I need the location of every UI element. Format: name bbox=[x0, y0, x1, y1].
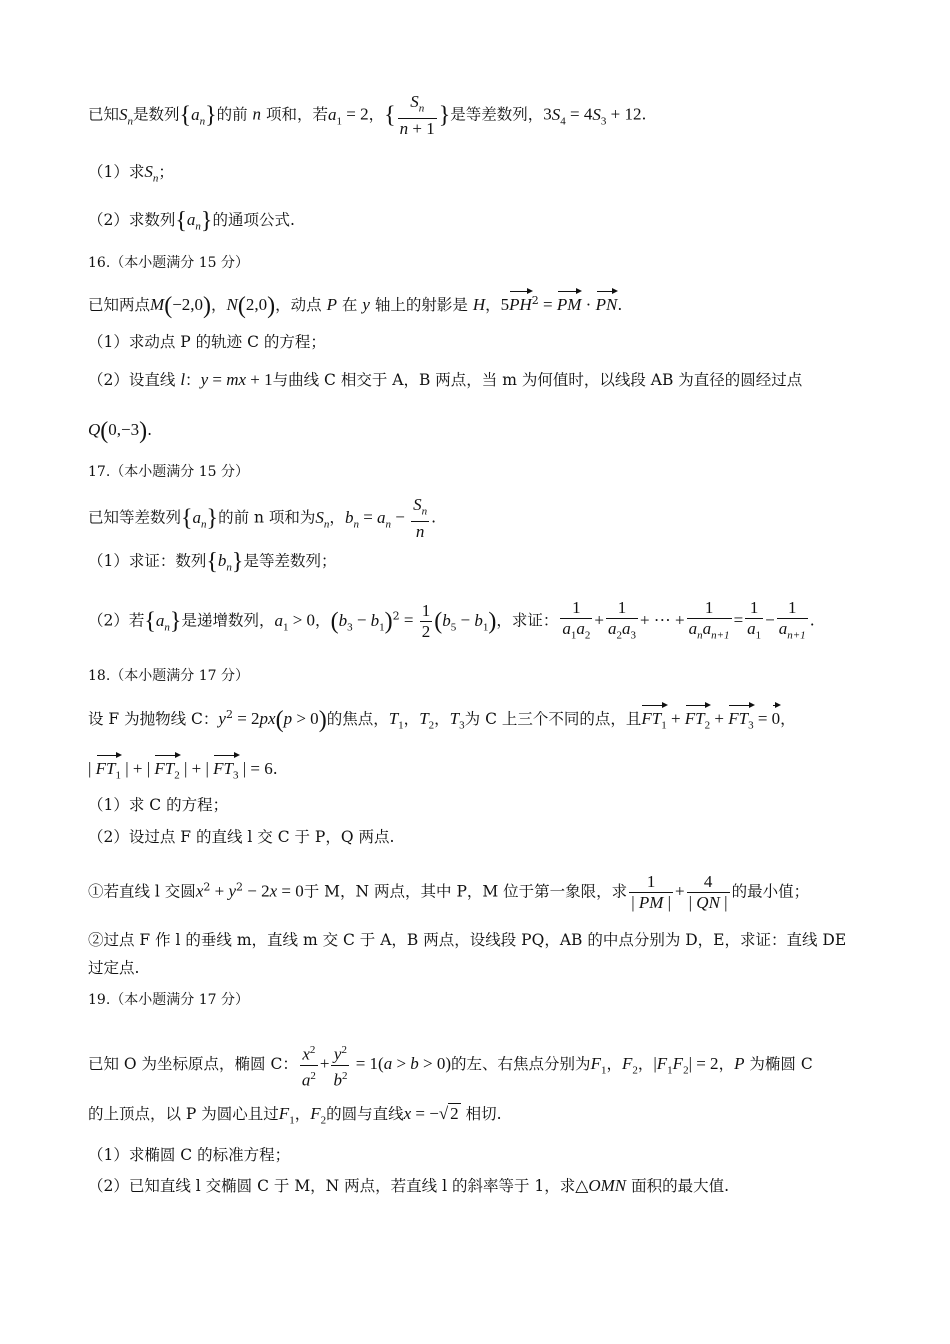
p15-question-1: （1）求$S_n$； bbox=[88, 162, 174, 185]
p18-question-2: （2）设过点 F 的直线 l 交 C 于 P，Q 两点. bbox=[88, 828, 395, 846]
p19-question-2: （2）已知直线 l 交椭圆 C 于 M，N 两点，若直线 l 的斜率等于 1，求△OMN 面积的最大值. bbox=[88, 1176, 730, 1195]
p18-sub-question-2: ②过点 F 作 l 的垂线 m，直线 m 交 C 于 A，B 两点，设线段 PQ，AB 的中点分别为 D，E，求证：直线 DE bbox=[88, 931, 847, 949]
p15-question-2: （2）求数列$\{a_n\}$的通项公式. bbox=[88, 208, 295, 234]
p18-question-1: （1）求 C 的方程； bbox=[88, 796, 229, 814]
p16-question-1: （1）求动点 P 的轨迹 C 的方程； bbox=[88, 333, 326, 351]
p16-header: 16.（本小题满分 15 分） bbox=[88, 255, 249, 271]
p19-question-1: （1）求椭圆 C 的标准方程； bbox=[88, 1146, 291, 1164]
p19-statement: 已知 O 为坐标原点，椭圆 C： $\frac{x^2}{a^2}$ + $\frac{y^2}{b^2}$ = 1(a > b > 0)的左、右焦点分别为$F_1$，$F_2$，$|F_1F_2| = 2$，P 为椭圆 C bbox=[88, 1040, 813, 1090]
p17-header: 17.（本小题满分 15 分） bbox=[88, 464, 249, 480]
p18-sub-question-2-cont: 过定点. bbox=[88, 959, 140, 977]
p16-question-2: （2）设直线 l：y = mx + 1与曲线 C 相交于 A，B 两点，当 m 为何值时，以线段 AB 为直径的圆经过点 bbox=[88, 370, 803, 389]
p15-statement: 已知$S_n$是数列$\{a_n\}$的前 n 项和，若$a_1 = 2$，{ $\frac{S_n}{n + 1}$ }是等差数列，$3S_4 = 4S_3 + 12$. bbox=[88, 92, 647, 139]
p17-question-1: （1）求证：数列$\{b_n\}$是等差数列； bbox=[88, 549, 337, 575]
p18-sub-question-1: ①若直线 l 交圆$x^2 + y^2 - 2x = 0$于 M，N 两点，其中 P，M 位于第一象限，求 $\frac{1}{| PM |}$ + $\frac{4}{| QN |}$ 的最小值； bbox=[88, 872, 810, 912]
p19-statement-line-2: 的上顶点，以 P 为圆心且过$F_1$，$F_2$的圆与直线x = −√ 2 相切. bbox=[88, 1104, 502, 1127]
p16-point-q: Q(0,−3). bbox=[88, 418, 153, 444]
p16-statement: 已知两点M(−2,0)，N(2,0)，动点 P 在 y 轴上的射影是 H，$5PH^2$ = PM · PN. bbox=[88, 289, 622, 318]
p17-question-2: （2）若$\{a_n\}$是递增数列，$a_1 > 0$，$(b_3 - b_1)^2$ = $\frac{1}{2}$ $(b_5 - b_1)$，求证： $\frac{1}{a_1a_2}$ + $\frac{1}{a_2a_3}$ + ··· + $\frac{1}{a_na_{n+1}}$ = $\frac{1}{a_1}$ − $\frac{1}{a_{n+1}}$ . bbox=[88, 598, 815, 642]
p19-header: 19.（本小题满分 17 分） bbox=[88, 992, 249, 1008]
p18-statement-line-2: | $FT_1$ | + | $FT_2$ | + | $FT_3$ | = 6. bbox=[88, 753, 278, 787]
p17-statement: 已知等差数列$\{a_n\}$的前 n 项和为$S_n$，$b_n = a_n$ − $\frac{S_n}{n}$ . bbox=[88, 495, 437, 542]
p18-header: 18.（本小题满分 17 分） bbox=[88, 668, 249, 684]
p18-statement: 设 F 为抛物线 C：$y^2 = 2px(p > 0)$的焦点，$T_1$，$T_2$，$T_3$为 C 上三个不同的点，且$FT_1 + FT_2 + FT_3 = 0$， bbox=[88, 703, 796, 738]
